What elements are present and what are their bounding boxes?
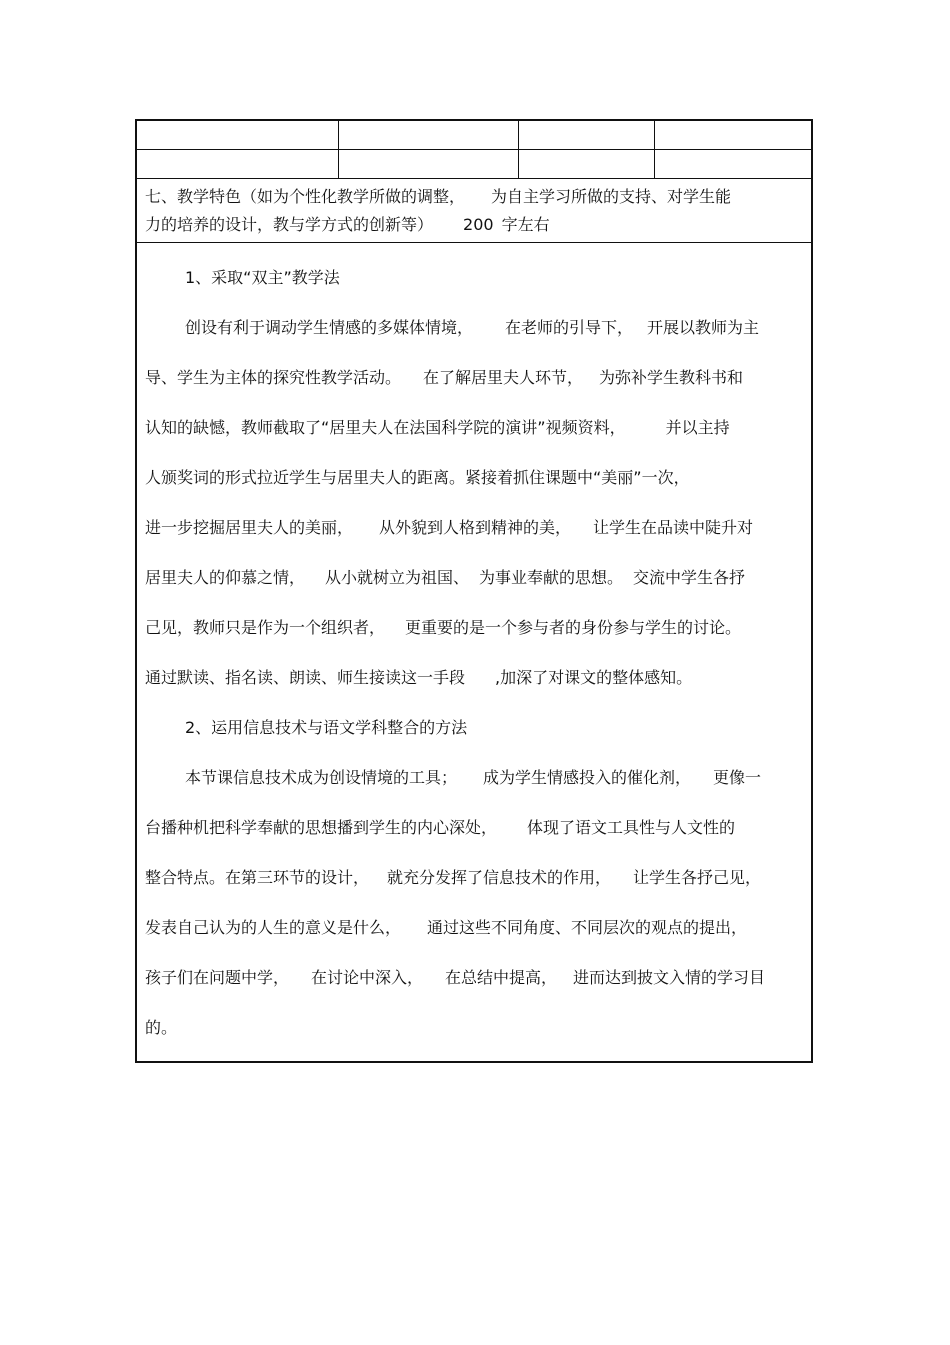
table-cell xyxy=(137,121,339,149)
text-run: 台播种机把科学奉献的思想播到学生的内心深处， xyxy=(145,818,498,837)
text-run: 在总结中提高， xyxy=(445,968,558,987)
empty-table-row xyxy=(137,121,811,150)
paragraph-line xyxy=(145,953,803,1003)
text-run: 成为学生情感投入的催化剂， xyxy=(483,768,692,787)
paragraph-line xyxy=(145,753,803,803)
text-run: 进一步挖掘居里夫人的美丽， xyxy=(145,518,354,537)
text-run: 在了解居里夫人环节， xyxy=(423,368,584,387)
text-run: 就充分发挥了信息技术的作用， xyxy=(387,868,612,887)
heading-text: 七、教学特色（如为个性化教学所做的调整， xyxy=(145,187,466,206)
heading-line xyxy=(145,183,803,211)
text-run: 开展以教师为主 xyxy=(647,318,760,337)
section-heading xyxy=(137,179,811,243)
heading-text: 字左右 xyxy=(501,215,550,234)
paragraph-line xyxy=(145,503,803,553)
paragraph-line xyxy=(145,353,803,403)
text-run: 为弥补学生教科书和 xyxy=(599,368,744,387)
text-run: 居里夫人的仰慕之情， xyxy=(145,568,306,587)
heading-text: 为自主学习所做的支持、对学生能 xyxy=(491,187,732,206)
paragraph-line xyxy=(145,903,803,953)
table-cell xyxy=(655,150,811,178)
text-run: 通过这些不同角度、不同层次的观点的提出， xyxy=(427,918,748,937)
text-run: 并以主持 xyxy=(665,418,730,437)
paragraph-line xyxy=(145,853,803,903)
table-cell xyxy=(339,121,519,149)
text-run: 发表自己认为的人生的意义是什么， xyxy=(145,918,402,937)
lesson-plan-table xyxy=(135,119,813,1063)
heading-text: 力的培养的设计，教与学方式的创新等） xyxy=(145,215,434,234)
text-run: 让学生在品读中陡升对 xyxy=(593,518,754,537)
paragraph-line xyxy=(145,403,803,453)
text-run: 通过默读、指名读、朗读、师生接读这一手段 xyxy=(145,668,466,687)
text-run: 更像一 xyxy=(713,768,762,787)
section-body xyxy=(137,243,811,1061)
text-run: 从外貌到人格到精神的美， xyxy=(379,518,572,537)
text-run: 让学生各抒己见， xyxy=(633,868,762,887)
word-count: 200 xyxy=(463,215,494,234)
text-run: 导、学生为主体的探究性教学活动。 xyxy=(145,368,402,387)
table-cell xyxy=(519,150,655,178)
paragraph-line xyxy=(145,803,803,853)
text-run: 孩子们在问题中学， xyxy=(145,968,290,987)
text-run: 人颁奖词的形式拉近学生与居里夫人的距离。紧接着抓住课题中“美丽”一次， xyxy=(145,468,690,487)
table-cell xyxy=(137,150,339,178)
text-run: 为事业奉献的思想。 xyxy=(479,568,624,587)
paragraph-line xyxy=(145,553,803,603)
text-run: 创设有利于调动学生情感的多媒体情境， xyxy=(185,318,474,337)
table-cell xyxy=(655,121,811,149)
paragraph-line xyxy=(145,653,803,703)
point-title: 2、运用信息技术与语文学科整合的方法 xyxy=(185,718,468,737)
table-cell xyxy=(339,150,519,178)
text-run: 整合特点。在第三环节的设计， xyxy=(145,868,370,887)
text-run: 进而达到披文入情的学习目 xyxy=(573,968,766,987)
empty-table-row xyxy=(137,150,811,179)
heading-line xyxy=(145,211,803,239)
text-run: 体现了语文工具性与人文性的 xyxy=(527,818,736,837)
text-run: 在讨论中深入， xyxy=(311,968,424,987)
paragraph-line xyxy=(145,453,803,503)
point-title: 1、采取“双主”教学法 xyxy=(185,268,340,287)
paragraph-line xyxy=(145,1003,803,1053)
text-run: 的。 xyxy=(145,1018,178,1037)
paragraph-line xyxy=(145,303,803,353)
text-run: 交流中学生各抒 xyxy=(633,568,746,587)
text-run: 认知的缺憾，教师截取了“居里夫人在法国科学院的演讲”视频资料， xyxy=(145,418,626,437)
text-run: 在老师的引导下， xyxy=(505,318,634,337)
table-cell xyxy=(519,121,655,149)
text-run: 本节课信息技术成为创设情境的工具； xyxy=(185,768,458,787)
text-run: 己见，教师只是作为一个组织者， xyxy=(145,618,386,637)
text-run: ,加深了对课文的整体感知。 xyxy=(495,668,693,687)
paragraph-line xyxy=(145,603,803,653)
text-run: 更重要的是一个参与者的身份参与学生的讨论。 xyxy=(405,618,742,637)
text-run: 从小就树立为祖国、 xyxy=(325,568,470,587)
